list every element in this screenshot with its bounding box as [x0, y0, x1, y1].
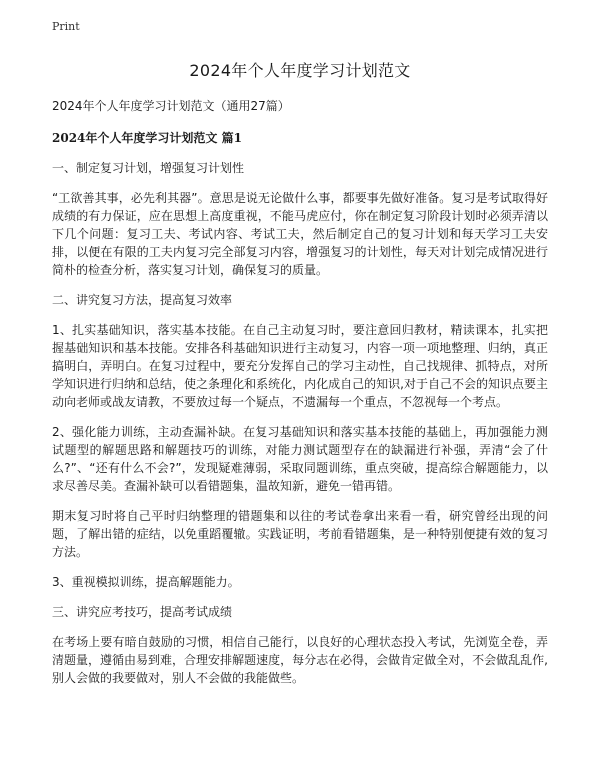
document-title: 2024年个人年度学习计划范文	[189, 61, 411, 80]
document-subtitle: 2024年个人年度学习计划范文（通用27篇）	[52, 99, 290, 113]
paragraph-1: “工欲善其事，必先利其器”。意思是说无论做什么事，都要事先做好准备。复习是考试取得好成绩的有力保证，应在思想上高度重视，不能马虎应付，你在制定复习阶段计划时必须弄清以下几个问题：复习工夫、考试内容、考试工夫，然后制定自己的复习计划和每天学习工夫安排，以便在有限的工夫内复习完全部复习内容，增强复习的计划性，每天对计划完成情况进行简朴的检查分析，落实复习计划，确保复习的质量。	[52, 191, 548, 277]
paragraph-6: 在考场上要有暗自鼓励的习惯，相信自己能行，以良好的心理状态投入考试，先浏览全卷，弄清题量，遵循由易到难，合理安排解题速度，每分志在必得，会做肯定做全对，不会做乱乱作,别人会做的我要做对，别人不会做的我能做些。	[52, 635, 548, 685]
section-heading-1: 一、制定复习计划，增强复习计划性	[52, 161, 245, 175]
print-label[interactable]: Print	[52, 20, 80, 33]
section-heading-3: 三、讲究应考技巧，提高考试成绩	[52, 605, 233, 619]
paragraph-5: 3、重视模拟训练，提高解题能力。	[52, 575, 240, 589]
section-heading-2: 二、讲究复习方法，提高复习效率	[52, 293, 233, 307]
paragraph-3: 2、强化能力训练，主动查漏补缺。在复习基础知识和落实基本技能的基础上，再加强能力测试题型的解题思路和解题技巧的训练，对能力测试题型存在的缺漏进行补强，弄清“会了什么?”、“还有什么不会?”，发现疑难薄弱，采取同题训练，重点突破，提高综合解题能力，以求尽善尽美。查漏补缺可以看错题集，温故知新，避免一错再错。	[52, 425, 548, 493]
paragraph-4: 期末复习时将自己平时归纳整理的错题集和以往的考试卷拿出来看一看，研究曾经出现的问题，了解出错的症结，以免重蹈覆辙。实践证明，考前看错题集，是一种特别便捷有效的复习方法。	[52, 509, 548, 559]
document-page	[52, 58, 548, 699]
paragraph-2: 1、扎实基础知识，落实基本技能。在自己主动复习时，要注意回归教材，精读课本，扎实把握基础知识和基本技能。安排各科基础知识进行主动复习，内容一项一项地整理、归纳，真正搞明白，弄明白。在复习过程中，要充分发挥自己的学习主动性，自己找规律、抓特点，对所学知识进行归纳和总结，使之条理化和系统化，内化成自己的知识,对于自己不会的知识点要主动向老师或战友请教，不要放过每一个疑点，不遗漏每一个重点，不忽视每一个考点。	[52, 323, 548, 409]
article-title: 2024年个人年度学习计划范文 篇1	[52, 131, 242, 145]
